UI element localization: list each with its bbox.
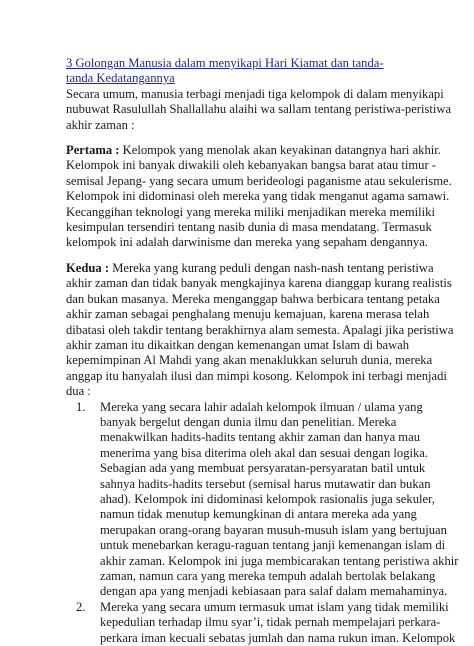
paragraph-gap <box>66 133 462 143</box>
list-item <box>66 400 462 600</box>
kedua-list <box>66 400 462 646</box>
document-body <box>66 56 462 646</box>
document-title-link[interactable] <box>66 56 462 87</box>
kedua-text: Mereka yang kurang peduli dengan nash-nash tentang peristiwa akhir zaman dan tidak banyak mengkajinya karena dianggap kurang realistis dan bukan masanya. Mereka menganggap bahwa berbicara tentang petaka akhir zaman sebagai penghalang menuju kemajuan, karena merasa telah dibatasi oleh takdir tentang berakhirnya alam semesta. Apalagi jika peristiwa akhir zaman itu dikaitkan dengan kemenangan umat Islam di bawah kepemimpinan Al Mahdi yang akan menaklukkan seluruh dunia, mereka anggap itu hanyalah ilusi dan mimpi kosong. Kelompok ini terbagi menjadi dua : <box>66 260 454 399</box>
kedua-paragraph <box>66 261 462 400</box>
pertama-text: Kelompok yang menolak akan keyakinan datangnya hari akhir. Kelompok ini banyak diwakili oleh kebanyakan bangsa barat atau timur -semisal Jepang- yang secara umum berideologi paganisme atau sekulerisme. Kelompok ini didominasi oleh mereka yang tidak menganut agama samawi. Kecanggihan teknologi yang mereka miliki menjadikan mereka memiliki kesimpulan tersendiri tentang nasib dunia di masa mendatang. Termasuk kelompok ini adalah darwinisme dan mereka yang sepaham dengannya. <box>66 143 452 250</box>
list-item-number: 1. <box>76 399 86 414</box>
pertama-paragraph <box>66 143 462 251</box>
list-item <box>66 600 462 646</box>
pertama-label: Pertama : <box>66 143 120 158</box>
title-line-2: tanda Kedatangannya <box>66 71 175 86</box>
intro-paragraph: Secara umum, manusia terbagi menjadi tiga kelompok di dalam menyikapi nubuwat Rasulullah Shallallahu alaihi wa sallam tentang peristiwa-peristiwa akhir zaman : <box>66 86 452 132</box>
paragraph-gap <box>66 251 462 261</box>
list-item-text: Mereka yang secara lahir adalah kelompok ilmuan / ulama yang banyak bergelut dengan dunia ilmu dan penelitian. Mereka menakwilkan hadits-hadits tentang akhir zaman dan hanya mau menerima yang bisa diterima oleh akal dan sesuai dengan logika. Sebagian ada yang membuat persyaratan-persyaratan batil untuk sahnya hadits-hadits tersebut (semisal harus mutawatir dan bukan ahad). Kelompok ini didominasi kelompok rasionalis juga sekuler, namun tidak menutup kemungkinan di antara mereka ada yang merupakan orang-orang bayaran musuh-musuh islam yang bertujuan untuk menebarkan keragu-raguan tentang janji kemenangan islam di akhir zaman. Kelompok ini juga membicarakan tentang peristiwa akhir zaman, namun cara yang mereka tempuh adalah bertolak belakang dengan apa yang menjadi kebiasaan para salaf dalam memahaminya. <box>100 399 459 599</box>
list-item-text: Mereka yang secara umum termasuk umat islam yang tidak memiliki kepedulian terhadap ilmu syar’i, tidak pernah mempelajari perkara-perkara iman kecuali sebatas jumlah dan nama rukun iman. Kelompok <box>100 599 456 645</box>
list-item-number: 2. <box>76 599 86 614</box>
kedua-label: Kedua : <box>66 260 110 275</box>
title-line-1: 3 Golongan Manusia dalam menyikapi Hari Kiamat dan tanda- <box>66 56 384 70</box>
